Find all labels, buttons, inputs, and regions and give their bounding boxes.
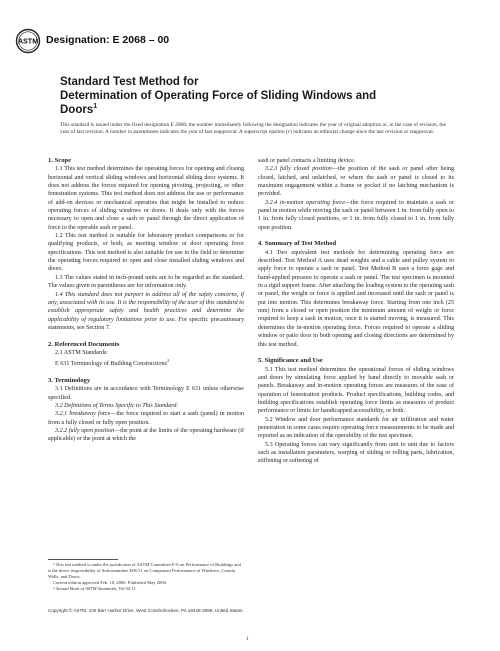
astm-logo-icon bbox=[15, 28, 41, 54]
paragraph-1-4-italic: 1.4 This standard does not purport to address all of the safety concerns, if any, associated with its use. It is the responsibility of the user of this standard to establish appropriate safety and health practices and determine the applicability of regulatory limitations prior to use. bbox=[48, 291, 244, 323]
left-column bbox=[48, 157, 244, 444]
paragraph-3-2-2 bbox=[48, 427, 244, 444]
section-5-heading: 5. Significance and Use bbox=[258, 357, 323, 365]
paragraph-5-2: 5.2 Window and door performance standards for air infiltration and water penetration in some cases require operating force measurements to be made and reported as an indication of the operability of the test specimen. bbox=[258, 416, 454, 440]
footnote-1: ¹ This test method is under the jurisdiction of ASTM Committee E-6 on Performance of Buildings and is the direct responsibility of Subcommittee E06.51 on Component Performance of Windows, Curtain Walls, and Doors. bbox=[48, 562, 241, 579]
paragraph-5-1: 5.1 This test method determines the operational forces of sliding windows and doors by simulating force applied by hand directly to movable sash or panels. Breakaway and in-motion operating forces are measures of the ease of operation of fenestration products. Product specifications, building codes, and building specifications establish operating force limits as measures of product performance or limits for handicapped accessibility, or both. bbox=[258, 366, 454, 415]
paragraph-3-2-4 bbox=[258, 199, 454, 232]
document-title bbox=[60, 75, 460, 117]
issuance-note: This standard is issued under the fixed designation E 2068; the number immediately following the designation indicates the year of original adoption or, in the case of revision, the year of last revision. A number in parentheses indicates the year of last reapproval. A superscript epsilon (ε) indicates an editorial change since the last revision or reapproval. bbox=[60, 122, 447, 136]
definition-in-motion-force: —the force required to maintain a sash or panel in motion while moving the sash or panel between 1 in. from fully open to 1 in. from fully closed positions, or 1 in. from fully closed to 1 in. from fully open position. bbox=[258, 199, 454, 231]
designation: Designation: E 2068 – 00 bbox=[46, 34, 170, 46]
term-fully-open-position: 3.2.2 fully open position bbox=[55, 427, 115, 434]
term-fully-closed-position: 3.2.3 fully closed position bbox=[265, 166, 332, 173]
title-line-1: Standard Test Method for bbox=[60, 76, 199, 88]
term-breakaway-force: 3.2.1 breakaway force bbox=[55, 411, 111, 418]
section-1-heading: 1. Scope bbox=[48, 157, 72, 164]
section-2-heading: 2. Referenced Documents bbox=[48, 340, 120, 348]
definition-fully-closed-position: —the position of the sash or panel after being closed, latched, and unlatched, or where the sash or panel is closed to its maximum engagement within a frame or pocket if no latching mechanism is provided. bbox=[258, 166, 454, 198]
right-column bbox=[258, 157, 454, 466]
title-line-3 bbox=[60, 103, 460, 117]
page-number: 1 bbox=[246, 636, 249, 642]
footnotes bbox=[48, 562, 244, 592]
definition-breakaway-force: —the force required to start a sash (panel) in motion from a fully closed or fully open position. bbox=[48, 411, 244, 426]
paragraph-1-2: 1.2 This test method is suitable for laboratory product comparisons or for qualifying products, or both, as meeting window or door operating force specifications. This test method is also suitable for use in the field to determine the operating forces required to open and close installed sliding windows and doors. bbox=[48, 233, 244, 273]
reference-footnote-mark: 2 bbox=[167, 358, 170, 364]
footnote-1b: Current edition approved Feb. 10, 2000. Published May 2000. bbox=[53, 579, 168, 585]
paragraph-3-2-1 bbox=[48, 410, 244, 427]
paragraph-continuation: sash or panel contacts a limiting device. bbox=[258, 158, 356, 164]
paragraph-3-2-3 bbox=[258, 165, 454, 198]
paragraph-1-4-tail: For specific precautionary statements, see Section 7. bbox=[48, 316, 245, 331]
paragraph-3-1: 3.1 Definitions are in accordance with Terminology E 631 unless otherwise specified. bbox=[48, 386, 244, 401]
paragraph-1-4 bbox=[48, 291, 244, 333]
paragraph-2-1: 2.1 ASTM Standards: bbox=[55, 349, 108, 356]
paragraph-3-2: 3.2 Definitions of Terms Specific to This Standard: bbox=[55, 402, 179, 409]
footnote-rule bbox=[48, 559, 118, 560]
paragraph-4-1: 4.1 Two equivalent test methods for determining operating force are described. Test Method A uses dead weights and a cable and pulley system to apply force to operate a sash or panel. Test Method B uses a force gage and hand-applied pressure to operate a sash or panel. The test specimen is mounted in a rigid support frame. After attaching the loading system to the operating sash or panel, the weight or force is applied and increased until the sash or panel is put into motion. This determines breakaway force. Starting from one inch (25 mm) from a closed or open position the minimum amount of weight or force required to keep a sash in motion, once it is started moving, is measured. This determines the in-motion operating force. Forces required to operate a sliding window or patio door in both opening and closing directions are determined by this test method. bbox=[258, 249, 454, 348]
title-line-2: Determination of Operating Force of Sliding Windows and bbox=[60, 90, 377, 102]
paragraph-5-3: 5.3 Operating forces can vary significantly from unit to unit due to factors such as installation parameters, warping of sliding or rolling parts, lubrication, stiffening or softening of bbox=[258, 441, 454, 465]
section-4-heading: 4. Summary of Test Method bbox=[258, 240, 337, 248]
paragraph-1-3: 1.3 The values stated in inch-pound units are to be regarded as the standard. The values given in parentheses are for information only. bbox=[48, 274, 244, 290]
definition-fully-open-position: —the point at the limits of the operating hardware (if applicable) or the point at which the bbox=[48, 427, 244, 443]
title-footnote-mark: 1 bbox=[93, 103, 98, 111]
paragraph-1-1: 1.1 This test method determines the operating forces for opening and closing horizontal and vertical sliding windows and horizontal sliding door systems. It does not address the forces required for opening pivoting, projecting, or other fenestration systems. This test method does not address the use or performance of add-on devices or mechanical operators that might be installed to reduce operating forces of sliding windows or doors. It deals only with the forces necessary to open and close a sash or panel through the direct application of force to the operable sash or panel. bbox=[48, 166, 244, 231]
reference-e631 bbox=[48, 357, 244, 368]
section-3-heading: 3. Terminology bbox=[48, 376, 91, 384]
svg-text:ASTM: ASTM bbox=[17, 36, 39, 46]
reference-e631-text: E 631 Terminology of Building Constructions bbox=[55, 361, 168, 368]
term-in-motion-force: 3.2.4 in-motion operating force bbox=[265, 199, 345, 206]
copyright-notice: Copyright © ASTM, 100 Barr Harbor Drive, West Conshohocken, PA 19428-2959, United States. bbox=[48, 608, 244, 613]
footnote-2: ² Annual Book of ASTM Standards, Vol 04.11. bbox=[53, 585, 137, 591]
title-line-3-text: Doors bbox=[60, 104, 94, 116]
